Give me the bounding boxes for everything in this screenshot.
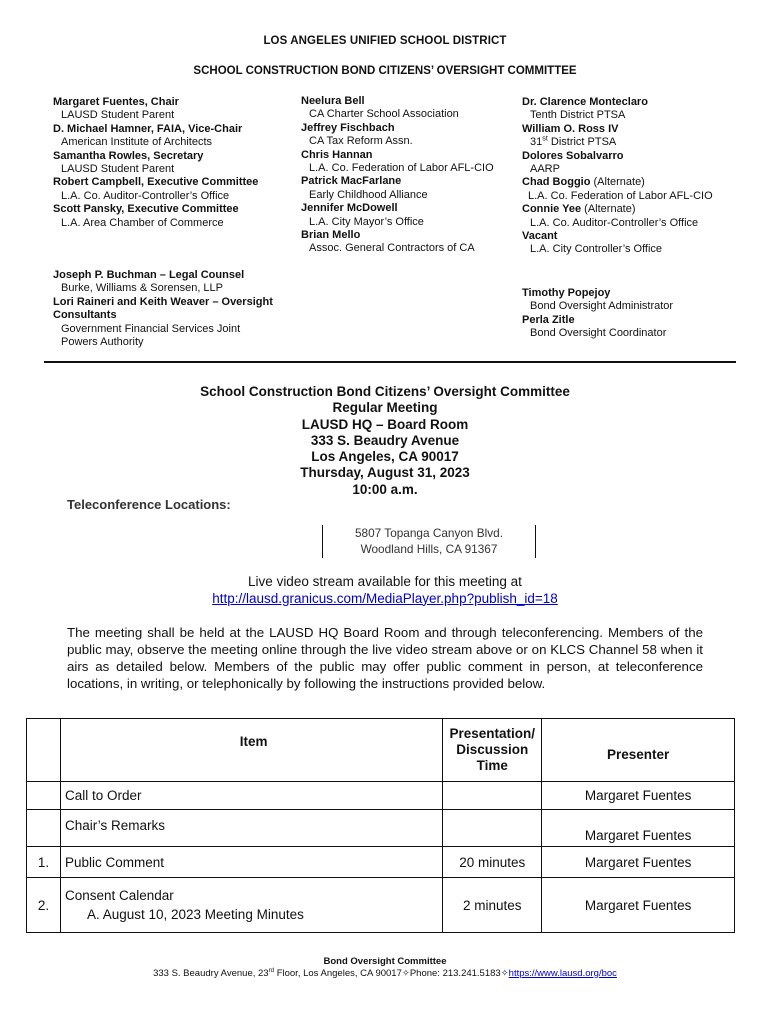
row-item: Public Comment (60, 847, 442, 878)
row-number: 2. (27, 878, 61, 933)
meeting-city: Los Angeles, CA 90017 (311, 449, 459, 465)
member-name: Scott Pansky, Executive Committee (53, 203, 239, 216)
teleconference-label: Teleconference Locations: (67, 497, 231, 512)
footer (0, 956, 770, 979)
divider (44, 361, 736, 363)
row-item-title: Consent Calendar (64, 888, 174, 903)
meeting-description: The meeting shall be held at the LAUSD HQ Board Room and through teleconferencing. Members of the public may, observe the meeting online through the live video stream above or on KLCS Channel 58 when it airs as detailed below. Members of the public may offer public comment in person, at teleconference locations, in writing, or telephonically by following the instructions provided below. (67, 625, 703, 691)
row-number (27, 782, 61, 810)
staff-name: Timothy Popejoy (522, 287, 611, 299)
row-number: 1. (27, 847, 61, 878)
counsel-block (53, 269, 273, 349)
header-item: Item (60, 719, 442, 782)
table-row (27, 847, 735, 878)
row-presenter: Margaret Fuentes (542, 782, 735, 810)
member-org: CA Tax Reform Assn. (309, 135, 413, 148)
consultants-org-cont: Powers Authority (61, 336, 144, 349)
district-title: LOS ANGELES UNIFIED SCHOOL DISTRICT (263, 35, 507, 47)
member-name: Jeffrey Fischbach (301, 121, 395, 134)
member-org: LAUSD Student Parent (61, 109, 175, 122)
row-item: Call to Order (60, 782, 442, 810)
member-org: Early Childhood Alliance (309, 188, 428, 201)
row-item: Chair’s Remarks (60, 810, 442, 847)
member-org: L.A. City Mayor’s Office (309, 215, 424, 228)
header-number (27, 719, 61, 782)
meeting-date: Thursday, August 31, 2023 (300, 465, 470, 481)
member-org: L.A. City Controller’s Office (530, 243, 663, 256)
row-time (443, 810, 542, 847)
member-name: Connie Yee (Alternate) (522, 203, 636, 216)
location-address-line2: Woodland Hills, CA 91367 (360, 541, 498, 556)
meeting-info (0, 384, 770, 498)
staff-block (522, 287, 673, 341)
row-item (60, 878, 442, 933)
staff-name: Perla Zitle (522, 313, 575, 326)
member-name: Samantha Rowles, Secretary (53, 149, 204, 162)
member-name: Jennifer McDowell (301, 202, 398, 215)
livestream-text: Live video stream available for this meeting at (248, 574, 522, 589)
member-org: AARP (530, 163, 560, 176)
meeting-time: 10:00 a.m. (352, 481, 418, 497)
table-row (27, 878, 735, 933)
meeting-room: LAUSD HQ – Board Room (301, 416, 469, 432)
row-number (27, 810, 61, 847)
member-name: Neelura Bell (301, 95, 365, 107)
member-org: 31st District PTSA (530, 134, 617, 149)
consultants-name-cont: Consultants (53, 309, 117, 322)
member-org: American Institute of Architects (61, 136, 213, 149)
member-org: L.A. Area Chamber of Commerce (61, 216, 224, 229)
member-name: Chris Hannan (301, 148, 373, 161)
teleconference-location (322, 525, 536, 558)
livestream-notice (0, 574, 770, 607)
staff-role: Bond Oversight Administrator (530, 300, 674, 313)
member-org: CA Charter School Association (309, 108, 459, 121)
committee-title: SCHOOL CONSTRUCTION BOND CITIZENS’ OVERSIGHT COMMITTEE (193, 65, 577, 77)
member-org: Assoc. General Contractors of CA (309, 242, 475, 255)
member-name: Brian Mello (301, 229, 361, 242)
members-column-3 (522, 96, 713, 257)
footer-title: Bond Oversight Committee (323, 956, 447, 967)
row-presenter: Margaret Fuentes (542, 847, 735, 878)
meeting-type: Regular Meeting (332, 400, 438, 416)
member-name: D. Michael Hamner, FAIA, Vice-Chair (53, 122, 243, 135)
member-org: L.A. Co. Auditor-Controller’s Office (530, 216, 699, 229)
counsel-org: Burke, Williams & Sorensen, LLP (61, 282, 224, 295)
members-column-2 (301, 95, 494, 256)
member-name: Robert Campbell, Executive Committee (53, 176, 259, 189)
consultants-name: Lori Raineri and Keith Weaver – Oversight (53, 295, 273, 308)
member-name: Patrick MacFarlane (301, 175, 402, 188)
row-presenter: Margaret Fuentes (542, 878, 735, 933)
agenda-table (26, 718, 735, 933)
member-org: Tenth District PTSA (530, 109, 626, 122)
livestream-link[interactable]: http://lausd.granicus.com/MediaPlayer.php?publish_id=18 (212, 590, 558, 606)
member-name: Vacant (522, 230, 558, 243)
member-org: L.A. Co. Auditor-Controller’s Office (61, 189, 230, 202)
member-name: Chad Boggio (Alternate) (522, 176, 645, 189)
consultants-org: Government Financial Services Joint (61, 322, 241, 335)
header-time: Presentation/ Discussion Time (443, 719, 542, 782)
member-name: Margaret Fuentes, Chair (53, 96, 179, 108)
location-address-line1: 5807 Topanga Canyon Blvd. (354, 526, 503, 540)
footer-address: 333 S. Beaudry Avenue, 23rd Floor, Los Angeles, CA 90017✧Phone: 213.241.5183✧ (153, 966, 509, 979)
row-time: 20 minutes (443, 847, 542, 878)
staff-role: Bond Oversight Coordinator (530, 327, 667, 340)
member-org: LAUSD Student Parent (61, 163, 175, 176)
row-time (443, 782, 542, 810)
footer-link[interactable]: https://www.lausd.org/boc (508, 967, 617, 979)
member-name: William O. Ross IV (522, 122, 619, 135)
meeting-title: School Construction Bond Citizens’ Oversight Committee (200, 384, 570, 399)
header-presenter: Presenter (542, 719, 735, 782)
member-org: L.A. Co. Federation of Labor AFL-CIO (528, 189, 713, 202)
member-name: Dr. Clarence Monteclaro (522, 96, 648, 108)
table-row (27, 782, 735, 810)
members-column-1 (53, 96, 258, 230)
counsel-name: Joseph P. Buchman – Legal Counsel (53, 269, 245, 281)
agenda-header-row (27, 719, 735, 782)
member-name: Dolores Sobalvarro (522, 149, 624, 162)
row-time: 2 minutes (443, 878, 542, 933)
table-row (27, 810, 735, 847)
member-org: L.A. Co. Federation of Labor AFL-CIO (309, 162, 494, 175)
row-presenter: Margaret Fuentes (542, 810, 735, 847)
row-subitem: A. August 10, 2023 Meeting Minutes (86, 907, 304, 922)
meeting-street: 333 S. Beaudry Avenue (310, 432, 460, 448)
